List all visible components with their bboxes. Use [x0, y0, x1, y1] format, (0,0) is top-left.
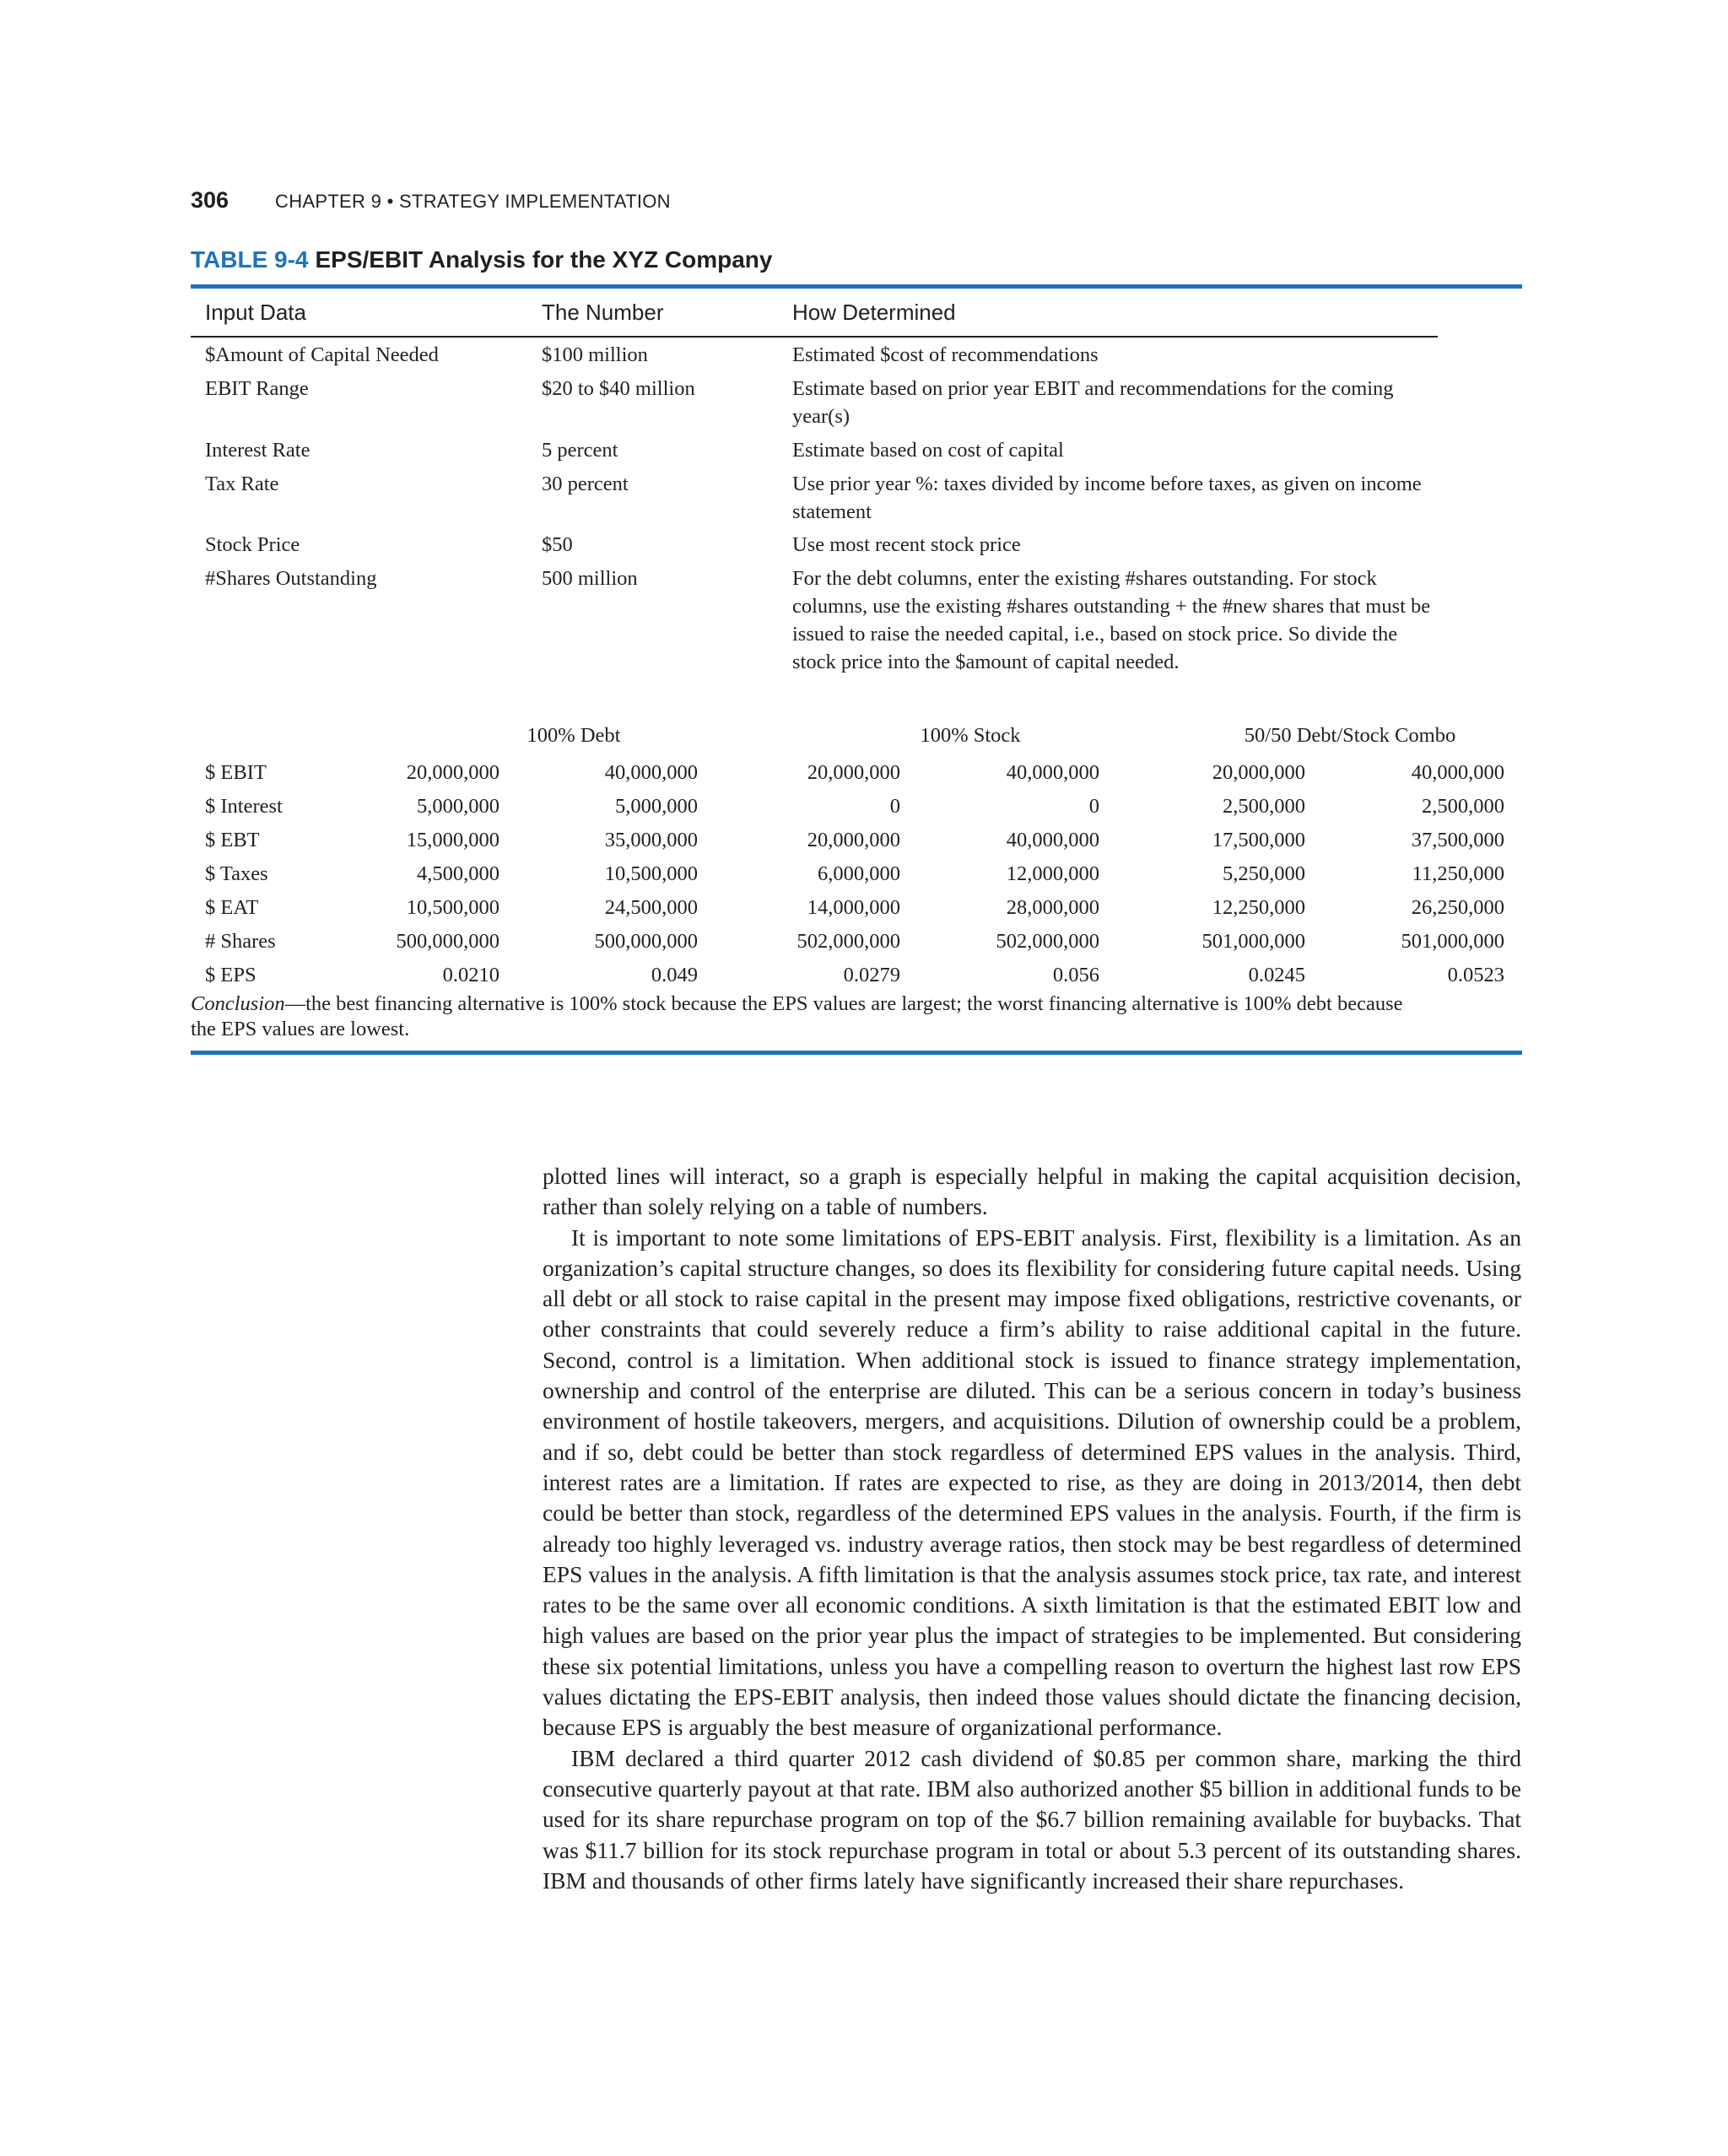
row-label: $ EBIT — [205, 761, 267, 784]
body-paragraph: plotted lines will interact, so a graph is especially helpful in making the capital acquisition decision, rather than solely relying on a table of numbers. — [543, 1163, 1521, 1220]
row-value: 500,000,000 — [594, 930, 698, 953]
analysis-row — [0, 925, 1728, 959]
analysis-row — [0, 959, 1728, 992]
row-value: 40,000,000 — [1006, 761, 1099, 784]
row-value: 37,500,000 — [1411, 829, 1504, 851]
input-number: 5 percent — [542, 439, 618, 462]
row-value: 28,000,000 — [1006, 896, 1099, 919]
row-value: 5,000,000 — [615, 795, 698, 818]
row-value: 17,500,000 — [1212, 829, 1305, 851]
row-value: 15,000,000 — [406, 829, 500, 851]
input-name: #Shares Outstanding — [205, 567, 377, 590]
input-header-name: Input Data — [205, 300, 306, 325]
row-value: 0.056 — [1052, 964, 1099, 986]
input-how: For the debt columns, enter the existing #shares outstanding. For stock columns, use the existing #shares outstanding + the #new shares that must be issued to raise the needed capital, i.e., based on stock price. So divide the stock price into the $amount of capital needed. — [792, 567, 1431, 673]
row-value: 26,250,000 — [1411, 896, 1504, 919]
row-value: 0.0245 — [1248, 964, 1305, 986]
input-name: Tax Rate — [205, 473, 279, 495]
group-header-combo: 50/50 Debt/Stock Combo — [1244, 724, 1456, 747]
conclusion-label: Conclusion — [191, 992, 285, 1015]
row-value: 20,000,000 — [807, 761, 900, 784]
row-value: 0.0523 — [1447, 964, 1504, 986]
row-value: 501,000,000 — [1401, 930, 1504, 953]
input-header-how: How Determined — [792, 300, 956, 325]
group-header-stock: 100% Stock — [920, 724, 1021, 747]
table-bottom-rule — [191, 1051, 1522, 1055]
row-value: 10,500,000 — [604, 862, 698, 885]
input-header-rule — [191, 336, 1438, 338]
input-number: $50 — [542, 533, 573, 556]
row-value: 500,000,000 — [396, 930, 500, 953]
row-value: 4,500,000 — [417, 862, 500, 885]
chapter-title: CHAPTER 9 • STRATEGY IMPLEMENTATION — [275, 191, 671, 212]
conclusion-text: —the best financing alternative is 100% stock because the EPS values are largest; the worst financing alternative is 100% debt because the EPS values are lowest. — [191, 992, 1403, 1040]
analysis-row — [0, 891, 1728, 925]
input-header-number: The Number — [542, 300, 664, 325]
group-header-debt: 100% Debt — [526, 724, 621, 747]
input-number: 500 million — [542, 567, 638, 590]
row-label: $ EPS — [205, 964, 256, 986]
input-how: Use prior year %: taxes divided by income before taxes, as given on income statement — [792, 473, 1422, 523]
row-value: 502,000,000 — [796, 930, 900, 953]
row-value: 501,000,000 — [1202, 930, 1305, 953]
row-value: 11,250,000 — [1412, 862, 1504, 885]
row-value: 10,500,000 — [406, 896, 500, 919]
row-label: # Shares — [205, 930, 276, 953]
row-label: $ Taxes — [205, 862, 268, 885]
analysis-row — [0, 756, 1728, 790]
analysis-row — [0, 824, 1728, 857]
row-value: 5,250,000 — [1223, 862, 1305, 885]
row-value: 20,000,000 — [807, 829, 900, 851]
input-how: Use most recent stock price — [792, 533, 1021, 556]
row-value: 40,000,000 — [604, 761, 698, 784]
row-value: 6,000,000 — [818, 862, 900, 885]
input-name: Stock Price — [205, 533, 300, 556]
input-how: Estimated $cost of recommendations — [792, 343, 1099, 366]
table-caption — [191, 246, 772, 273]
row-value: 502,000,000 — [996, 930, 1099, 953]
row-label: $ EAT — [205, 896, 259, 919]
input-how: Estimate based on prior year EBIT and recommendations for the coming year(s) — [792, 377, 1394, 428]
analysis-row — [0, 790, 1728, 824]
row-value: 40,000,000 — [1006, 829, 1099, 851]
input-number: $20 to $40 million — [542, 377, 695, 400]
table-title: EPS/EBIT Analysis for the XYZ Company — [315, 246, 773, 273]
input-number: 30 percent — [542, 473, 629, 495]
row-value: 12,250,000 — [1212, 896, 1305, 919]
row-value: 20,000,000 — [406, 761, 500, 784]
input-number: $100 million — [542, 343, 648, 366]
body-text — [543, 1161, 1521, 1896]
analysis-row — [0, 857, 1728, 891]
body-paragraph: It is important to note some limitations of EPS-EBIT analysis. First, flexibility is a limitation. As an organization’s capital structure changes, so does its flexibility for considering future capital needs. Using all debt or all stock to raise capital in the present may impose fixed obligations, restrictive covenants, or other constraints that could severely reduce a firm’s ability to raise additional capital in the future. Second, control is a limitation. When additional stock is issued to finance strategy implementation, ownership and control of the enterprise are diluted. This can be a serious concern in today’s business environment of hostile takeovers, mergers, and acquisitions. Dilution of ownership could be a problem, and if so, debt could be better than stock regardless of determined EPS values in the analysis. Third, interest rates are a limitation. If rates are expected to rise, as they are doing in 2013/2014, then debt could be better than stock, regardless of the determined EPS values in the analysis. Fourth, if the firm is already too highly leveraged vs. industry average ratios, then stock may be best regardless of determined EPS values in the analysis. A fifth limitation is that the analysis assumes stock price, tax rate, and interest rates to be the same over all economic conditions. A sixth limitation is that the estimated EBIT low and high values are based on the prior year plus the impact of strategies to be implemented. But considering these six potential limitations, unless you have a compelling reason to overturn the highest last row EPS values dictating the EPS-EBIT analysis, then indeed those values should dictate the financing decision, because EPS is arguably the best measure of organizational performance. — [543, 1224, 1521, 1741]
row-value: 0 — [889, 795, 900, 818]
row-value: 0.049 — [651, 964, 698, 986]
body-paragraph: IBM declared a third quarter 2012 cash dividend of $0.85 per common share, marking the third consecutive quarterly payout at that rate. IBM also authorized another $5 billion in additional funds to be used for its share repurchase program on top of the $6.7 billion remaining available for buybacks. That was $11.7 billion for its stock repurchase program in total or about 5.3 percent of its outstanding shares. IBM and thousands of other firms lately have significantly increased their share repurchases. — [543, 1744, 1521, 1894]
row-label: $ EBT — [205, 829, 260, 851]
table-top-rule — [191, 284, 1522, 289]
row-value: 24,500,000 — [604, 896, 698, 919]
row-value: 12,000,000 — [1006, 862, 1099, 885]
row-value: 14,000,000 — [807, 896, 900, 919]
row-value: 35,000,000 — [604, 829, 698, 851]
row-value: 2,500,000 — [1422, 795, 1504, 818]
input-name: $Amount of Capital Needed — [205, 343, 439, 366]
row-value: 0.0210 — [442, 964, 500, 986]
row-value: 20,000,000 — [1212, 761, 1305, 784]
input-how: Estimate based on cost of capital — [792, 439, 1064, 462]
page-number: 306 — [191, 187, 230, 213]
running-header — [191, 187, 671, 216]
row-value: 40,000,000 — [1411, 761, 1504, 784]
row-value: 2,500,000 — [1223, 795, 1305, 818]
row-value: 5,000,000 — [417, 795, 500, 818]
input-name: EBIT Range — [205, 377, 309, 400]
row-value: 0 — [1088, 795, 1099, 818]
table-conclusion — [191, 992, 1406, 1042]
row-value: 0.0279 — [843, 964, 900, 986]
row-label: $ Interest — [205, 795, 283, 818]
input-name: Interest Rate — [205, 439, 310, 462]
table-label: TABLE 9-4 — [191, 246, 309, 273]
